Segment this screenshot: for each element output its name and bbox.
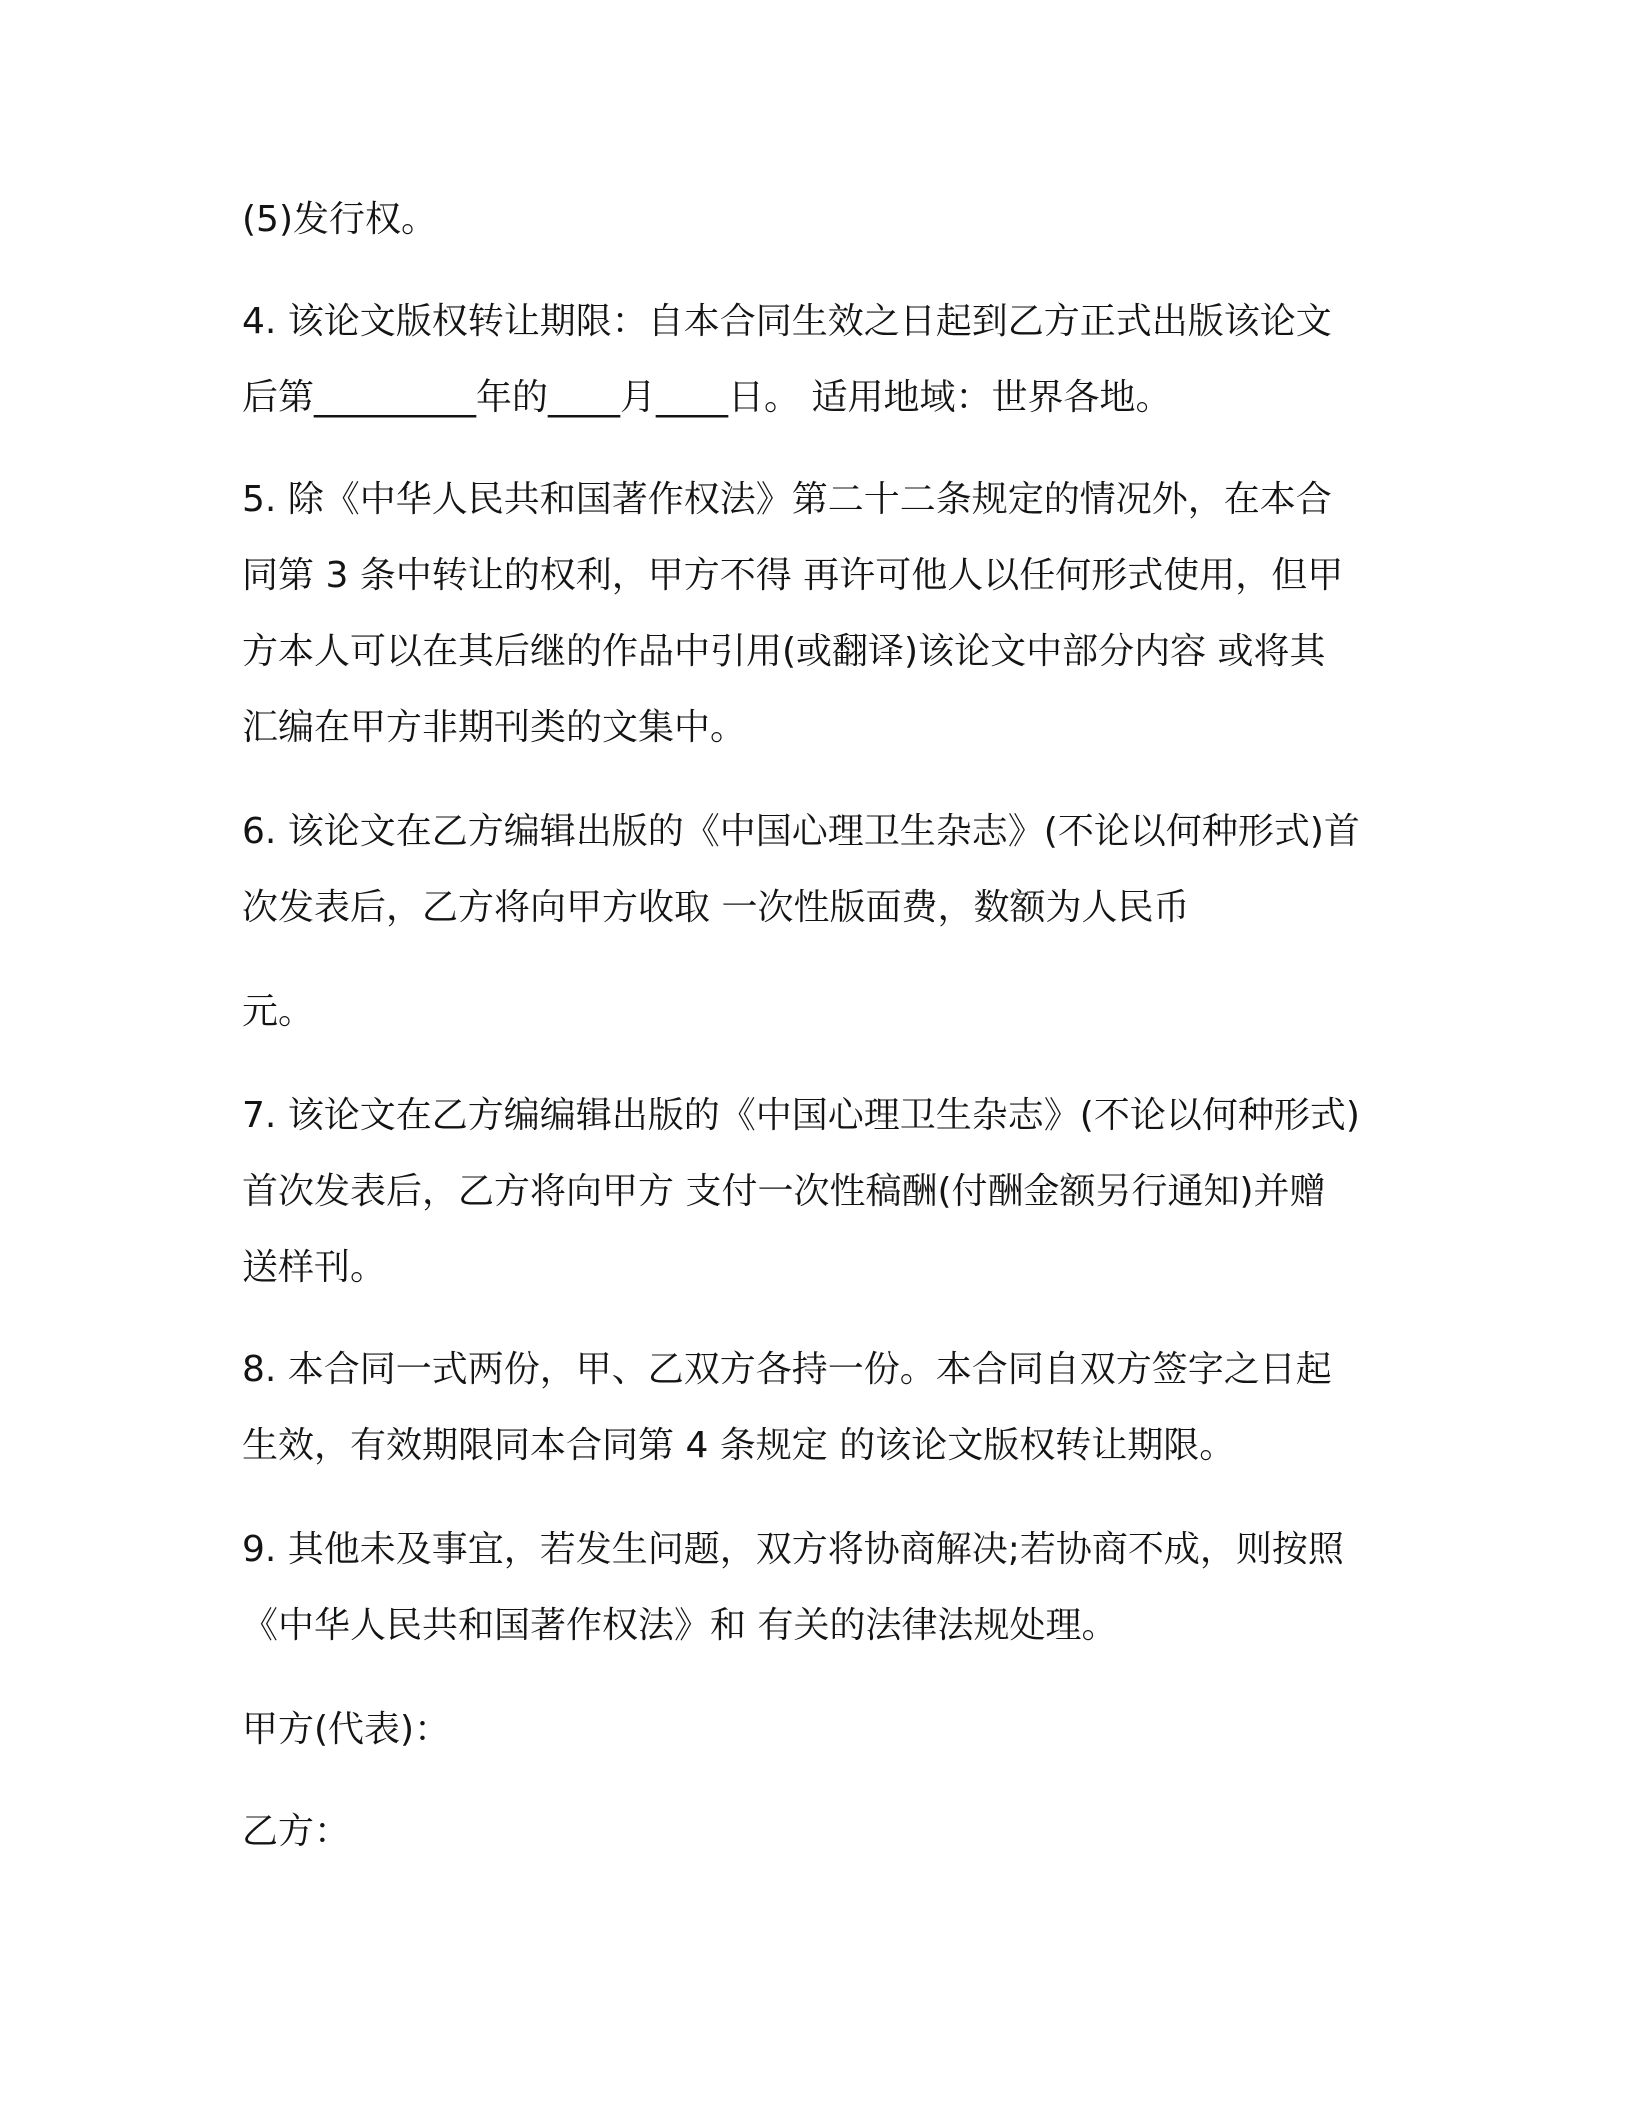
- clause-7-line-1: 7. 该论文在乙方编编辑出版的《中国心理卫生杂志》(不论以何种形式): [242, 1095, 1360, 1136]
- clause-5-line-2: 同第 3 条中转让的权利，甲方不得 再许可他人以任何形式使用，但甲: [242, 555, 1344, 596]
- clause-9-line-1: 9. 其他未及事宜，若发生问题，双方将协商解决;若协商不成，则按照: [242, 1529, 1344, 1570]
- clause-4-line-1: 4. 该论文版权转让期限：自本合同生效之日起到乙方正式出版该论文: [242, 301, 1332, 342]
- party-b-signature-label: 乙方：: [242, 1811, 351, 1852]
- clause-3-item-5-line: (5)发行权。: [242, 199, 437, 240]
- clause-4-line-2: 后第_________年的____月____日。 适用地域：世界各地。: [242, 377, 1172, 418]
- clause-5-line-4: 汇编在甲方非期刊类的文集中。: [242, 707, 747, 748]
- clause-6-line-2: 次发表后，乙方将向甲方收取 一次性版面费，数额为人民币: [242, 887, 1190, 928]
- clause-9-line-2: 《中华人民共和国著作权法》和 有关的法律法规处理。: [242, 1605, 1118, 1646]
- clause-8-line-1: 8. 本合同一式两份，甲、乙双方各持一份。本合同自双方签字之日起: [242, 1349, 1332, 1390]
- clause-5-line-1: 5. 除《中华人民共和国著作权法》第二十二条规定的情况外，在本合: [242, 479, 1332, 520]
- clause-8-line-2: 生效，有效期限同本合同第 4 条规定 的该论文版权转让期限。: [242, 1425, 1236, 1466]
- clause-7-line-2: 首次发表后，乙方将向甲方 支付一次性稿酬(付酬金额另行通知)并赠: [242, 1171, 1326, 1212]
- clause-5-line-3: 方本人可以在其后继的作品中引用(或翻译)该论文中部分内容 或将其: [242, 631, 1326, 672]
- clause-6-line-1: 6. 该论文在乙方编辑出版的《中国心理卫生杂志》(不论以何种形式)首: [242, 811, 1360, 852]
- clause-6-line-3: 元。: [242, 991, 315, 1032]
- party-a-signature-label: 甲方(代表)：: [242, 1709, 451, 1750]
- clause-7-line-3: 送样刊。: [242, 1247, 387, 1288]
